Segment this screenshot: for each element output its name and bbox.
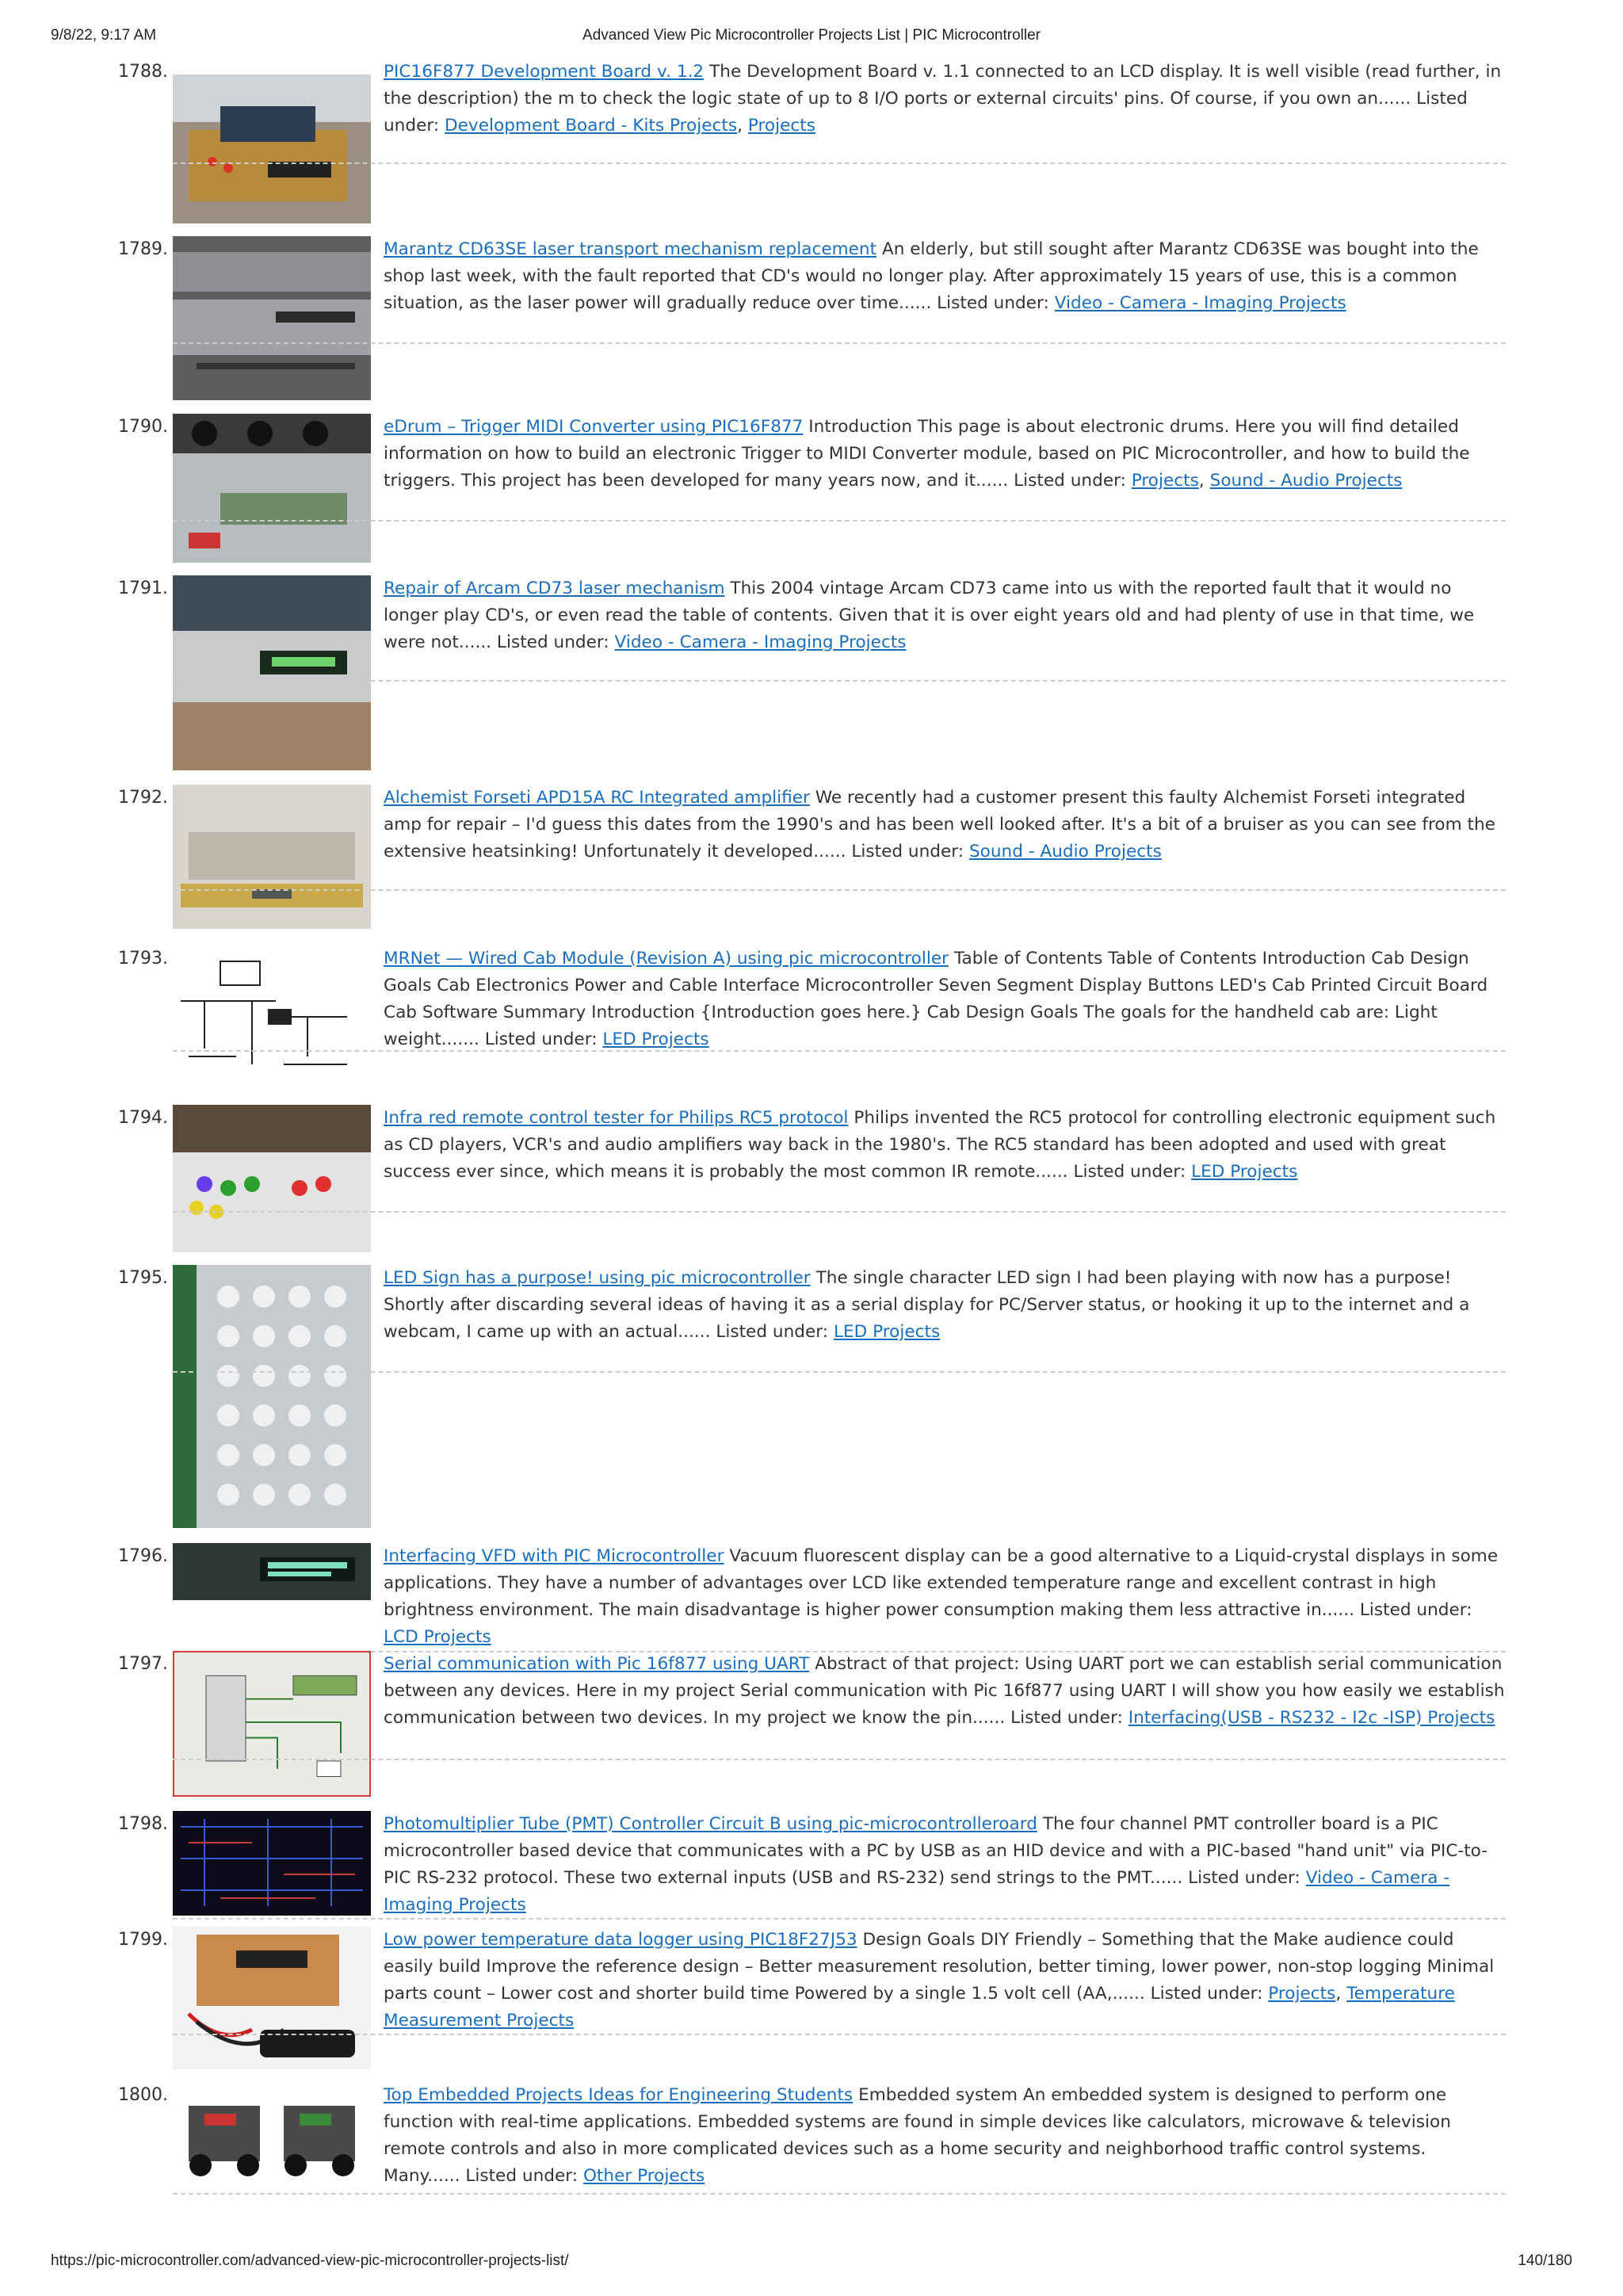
item-text [384, 575, 1506, 656]
category-link[interactable]: Temperature Measurement Projects [384, 1984, 1455, 2030]
thumbnail-image[interactable] [173, 1651, 371, 1797]
item-divider [173, 162, 1506, 164]
item-text [384, 1811, 1506, 1919]
category-link[interactable]: Video - Camera - Imaging Projects [614, 632, 907, 652]
item-number: 1800. [118, 2085, 168, 2105]
category-link[interactable]: Sound - Audio Projects [968, 842, 1162, 861]
item-text [384, 236, 1506, 317]
print-datetime: 9/8/22, 9:17 AM [51, 27, 157, 44]
item-text [384, 2082, 1506, 2190]
item-divider [173, 2034, 1506, 2035]
thumbnail-image[interactable] [173, 74, 371, 223]
item-title-link[interactable]: Photomultiplier Tube (PMT) Controller Circuit B using pic-microcontrolleroard [384, 1814, 1037, 1834]
thumbnail-image[interactable] [173, 1927, 371, 2069]
category-link[interactable]: Video - Camera - Imaging Projects [1054, 293, 1346, 313]
listed-under-label: Listed under: [1014, 471, 1126, 491]
category-link[interactable]: LCD Projects [384, 1627, 491, 1647]
item-description: Vacuum fluorescent display can be a good alternative to a Liquid-crystal displays in some applications. They have a number of advantages over LCD like extended temperature range and excellent contrast in high brightness environment. The main disadvantage is higher power consumption making them less attractive in...... [384, 1546, 1499, 1620]
category-link[interactable]: Development Board - Kits Projects [445, 116, 738, 136]
item-number: 1788. [118, 62, 168, 82]
item-divider [173, 1050, 1506, 1052]
item-divider [173, 889, 1506, 891]
item-title-link[interactable]: Top Embedded Projects Ideas for Engineering Students [384, 2085, 854, 2105]
thumbnail-image[interactable] [173, 2082, 371, 2193]
category-link[interactable]: Projects [1268, 1984, 1336, 2004]
thumbnail-image[interactable] [173, 575, 371, 770]
listed-under-label: Listed under: [716, 1322, 829, 1342]
category-link[interactable]: Projects [747, 116, 815, 136]
item-text [384, 1265, 1506, 1346]
item-description: We recently had a customer present this faulty Alchemist Forseti integrated amp for repair – I'd guess this dates from the 1990's and has been well looked after. It's a bit of a bruiser as you can see from the extensive heatsinking! Unfortunately it developed...... [384, 788, 1495, 861]
listed-under-label: Listed under: [465, 2166, 579, 2186]
item-number: 1798. [118, 1814, 168, 1834]
thumbnail-image[interactable] [173, 1265, 371, 1528]
item-number: 1797. [118, 1654, 168, 1674]
category-link[interactable]: LED Projects [833, 1322, 941, 1342]
item-title-link[interactable]: Interfacing VFD with PIC Microcontroller [384, 1546, 724, 1566]
listed-under-label: Listed under: [937, 293, 1049, 313]
item-description: Introduction This page is about electronic drums. Here you will find detailed information on how to build an electronic Trigger to MIDI Converter module, based on PIC Microcontroller, and how to build the triggers. This project has been developed for many years now, and it...... [384, 417, 1470, 491]
item-number: 1796. [118, 1546, 168, 1566]
item-divider [173, 1759, 1506, 1760]
item-title-link[interactable]: LED Sign has a purpose! using pic microcontroller [384, 1268, 811, 1288]
thumbnail-image[interactable] [173, 414, 371, 563]
listed-under-label: Listed under: [484, 1030, 598, 1049]
thumbnail-image[interactable] [173, 1105, 371, 1252]
listed-under-label: Listed under: [1359, 1600, 1472, 1620]
thumbnail-image[interactable] [173, 1543, 371, 1600]
item-divider [173, 2193, 1506, 2195]
item-number: 1790. [118, 417, 168, 437]
item-text: Low power temperature data logger using PIC18F27J53 Design Goals DIY Friendly – Something that the Make audience could easily build Improve the reference design – Better measurement resolution, better timing, lower power, non-stop logging Minimal parts count – Lower cost and shorter build time Powered by a single 1.5 volt cell (AA,...... Listed under: Projects, Temperature Measurement Projects [384, 1930, 1495, 2030]
item-divider [173, 1918, 1506, 1920]
item-number: 1791. [118, 579, 168, 598]
item-text [384, 1651, 1506, 1732]
category-link[interactable]: Video - Camera - Imaging Projects [384, 1868, 1450, 1915]
item-description: Table of Contents Table of Contents Introduction Cab Design Goals Cab Electronics Power and Cable Interface Microcontroller Seven Segment Display Buttons LED's Cab Printed Circuit Board Cab Software Summary Introduction {Introduction goes here.} Cab Design Goals The goals for the handheld cab are: Light weight....... [384, 949, 1488, 1049]
item-title-link[interactable]: Repair of Arcam CD73 laser mechanism [384, 579, 725, 598]
listed-under-label: Listed under: [1010, 1708, 1123, 1728]
category-link[interactable]: LED Projects [1191, 1162, 1298, 1182]
item-title-link[interactable]: eDrum – Trigger MIDI Converter using PIC16F877 [384, 417, 804, 437]
listed-under-label: Listed under: [384, 89, 1468, 136]
item-divider [173, 1211, 1506, 1213]
item-description: Philips invented the RC5 protocol for controlling electronic equipment such as CD players, VCR's and audio amplifiers way back in the 1980's. The RC5 standard has been adopted and used with great success ever since, which means it is probably the most common IR remote...... [384, 1108, 1496, 1182]
category-link[interactable]: Other Projects [582, 2166, 705, 2186]
item-divider [173, 680, 1506, 682]
page-title: Advanced View Pic Microcontroller Projects List | PIC Microcontroller [582, 27, 1041, 44]
category-link[interactable]: Interfacing(USB - RS232 - I2c -ISP) Projects [1128, 1708, 1495, 1728]
item-description: An elderly, but still sought after Marantz CD63SE was bought into the shop last week, with the fault reported that CD's would no longer play. After approximately 15 years of use, this is a common situation, as the laser power will gradually reduce over time...... [384, 239, 1479, 313]
item-title-link[interactable]: MRNet — Wired Cab Module (Revision A) using pic microcontroller [384, 949, 949, 968]
item-title-link[interactable]: Low power temperature data logger using PIC18F27J53 [384, 1930, 857, 1950]
item-description: Embedded system An embedded system is designed to perform one function with real-time applications. Embedded systems are found in simple devices like calculators, microwave & television remote controls and also in more complicated devices such as a home security and neighborhood traffic control systems. Many...... [384, 2085, 1451, 2186]
listed-under-label: Listed under: [496, 632, 609, 652]
item-number: 1799. [118, 1930, 168, 1950]
print-footer [0, 2252, 1623, 2276]
item-description: The four channel PMT controller board is a PIC microcontroller based device that communicates with a PC by USB as an HID device and with a PIC-based "hand unit" via PIC-to-PIC RS-232 protocol. These two external inputs (USB and RS-232) send strings to the PMT...... [384, 1814, 1488, 1888]
thumbnail-image[interactable] [173, 946, 371, 1090]
listed-under-label: Listed under: [851, 842, 964, 861]
item-title-link[interactable]: Alchemist Forseti APD15A RC Integrated amplifier [384, 788, 810, 808]
item-text [384, 1543, 1506, 1651]
category-link[interactable]: LED Projects [602, 1030, 709, 1049]
thumbnail-image[interactable] [173, 236, 371, 400]
item-text [384, 1105, 1506, 1186]
item-title-link[interactable]: Infra red remote control tester for Philips RC5 protocol [384, 1108, 849, 1128]
category-link[interactable]: Projects [1131, 471, 1199, 491]
item-title-link[interactable]: PIC16F877 Development Board v. 1.2 [384, 62, 705, 82]
item-description: The Development Board v. 1.1 connected to an LCD display. It is well visible (read further, in the description) the m to check the logic state of up to 8 I/O ports or external circuits' pins. Of course, if you own an...... [384, 62, 1502, 109]
item-text: PIC16F877 Development Board v. 1.2 The Development Board v. 1.1 connected to an LCD display. It is well visible (read further, in the description) the m to check the logic state of up to 8 I/O ports or external circuits' pins. Of course, if you own an...... Listed under: Development Board - Kits Projects, Projects [384, 62, 1502, 136]
item-description: This 2004 vintage Arcam CD73 came into us with the reported fault that it would no longer play CD's, or even read the table of contents. Given that it is over eight years old and had plenty of use in that time, we were not...... [384, 579, 1475, 652]
listed-under-label: Listed under: [1073, 1162, 1186, 1182]
item-number: 1794. [118, 1108, 168, 1128]
item-title-link[interactable]: Marantz CD63SE laser transport mechanism replacement [384, 239, 877, 259]
item-text: eDrum – Trigger MIDI Converter using PIC16F877 Introduction This page is about electronic drums. Here you will find detailed information on how to build an electronic Trigger to MIDI Converter module, based on PIC Microcontroller, and how to build the triggers. This project has been developed for many years now, and it...... Listed under: Projects, Sound - Audio Projects [384, 417, 1470, 491]
page-number: 140/180 [1518, 2252, 1572, 2269]
item-divider [173, 342, 1506, 344]
item-description: The single character LED sign I had been playing with now has a purpose! Shortly after discarding several ideas of having it as a serial display for PC/Server status, or hooking it up to the internet and a webcam, I came up with an actual...... [384, 1268, 1470, 1342]
page-url: https://pic-microcontroller.com/advanced-view-pic-microcontroller-projects-list/ [51, 2252, 569, 2269]
item-number: 1789. [118, 239, 168, 259]
item-title-link[interactable]: Serial communication with Pic 16f877 using UART [384, 1654, 810, 1674]
item-number: 1792. [118, 788, 168, 808]
category-link[interactable]: Sound - Audio Projects [1209, 471, 1403, 491]
listed-under-label: Listed under: [1188, 1868, 1300, 1888]
item-description: Abstract of that project: Using UART port we can establish serial communication between any devices. Here in my project Serial communication with Pic 16f877 using UART I will show you how easily we establish communication between two devices. In my project we know the pin...... [384, 1654, 1505, 1728]
item-text [384, 785, 1506, 865]
listed-under-label: Listed under: [1150, 1984, 1263, 2004]
item-description: Design Goals DIY Friendly – Something that the Make audience could easily build Improve the reference design – Better measurement resolution, better timing, lower power, non-stop logging Minimal parts count – Lower cost and shorter build time Powered by a single 1.5 volt cell (AA,...... [384, 1930, 1495, 2004]
print-header [0, 27, 1623, 51]
item-text [384, 946, 1506, 1053]
item-number: 1795. [118, 1268, 168, 1288]
item-divider [173, 520, 1506, 521]
thumbnail-image[interactable] [173, 785, 371, 929]
item-number: 1793. [118, 949, 168, 968]
item-divider [173, 1371, 1506, 1373]
thumbnail-image[interactable] [173, 1811, 371, 1916]
